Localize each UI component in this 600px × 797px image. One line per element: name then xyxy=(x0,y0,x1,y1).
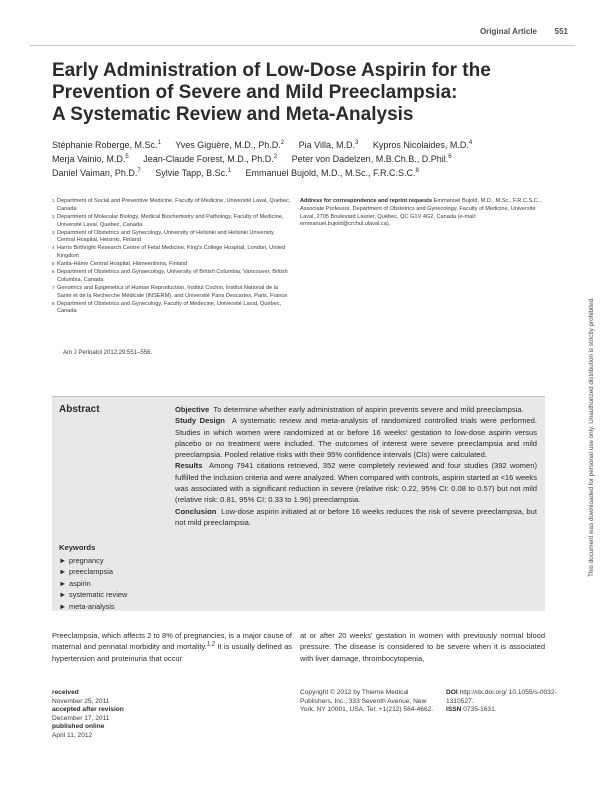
received-date: November 25, 2011 xyxy=(52,697,110,705)
author-list xyxy=(52,138,552,180)
affiliation-text: Genomics and Epigenetics of Human Reproduction, Institut Cochin, Institut National de la Santé et de la Recherche Médicale (INSERM), and Université Paris Descartes, Paris, France xyxy=(57,284,288,299)
keyword-item xyxy=(59,566,169,578)
affiliation-text: Department of Social and Preventive Medicine, Faculty of Medicine, Université Laval, Quebec, Canada xyxy=(57,198,291,212)
page-number: 551 xyxy=(554,27,568,36)
keyword-text: aspirin xyxy=(69,578,91,588)
conclusion-label: Conclusion xyxy=(175,506,217,516)
author-name: Peter von Dadelzen, M.B.Ch.B., D.Phil. xyxy=(291,154,449,164)
published-label: published online xyxy=(52,723,105,730)
keyword-text: preeclampsia xyxy=(69,567,113,576)
title-line-1: Early Administration of Low-Dose Aspirin for the xyxy=(52,60,491,81)
issn-label: ISSN xyxy=(446,706,462,713)
correspondence-email[interactable]: (e-mail: emmanuel.bujold@crchul.ulaval.ca). xyxy=(300,213,477,228)
objective-text: To determine whether early administration of aspirin prevents severe and mild preeclampsia. xyxy=(213,405,524,414)
keyword-item xyxy=(59,555,169,567)
affiliation-text: Department of Obstetrics and Gynecology, University of Helsinki and Helsinki University Central Hospital, Helsinki, Finland xyxy=(57,229,274,244)
affiliation-number: 6 xyxy=(52,269,55,275)
journal-citation: Am J Perinatol 2012;29:551–556. xyxy=(63,350,153,356)
correspondence-block xyxy=(300,198,550,229)
affiliation-item xyxy=(52,269,292,285)
abstract-objective xyxy=(175,404,537,415)
keyword-bullet-icon: ► xyxy=(59,590,67,599)
keyword-item xyxy=(59,578,169,590)
article-dates xyxy=(52,689,124,740)
published-date: April 11, 2012 xyxy=(52,731,93,739)
keyword-bullet-icon: ► xyxy=(59,555,67,565)
title-line-2: Prevention of Severe and Mild Preeclampsia: xyxy=(52,82,458,103)
issn-value: 0735-1631. xyxy=(463,706,497,713)
affiliation-number: 8 xyxy=(52,300,55,306)
author-name: Sylvie Tapp, B.Sc. xyxy=(155,168,228,178)
body-column-left xyxy=(52,630,292,664)
affiliation-number: 4 xyxy=(52,245,55,251)
author-name: Merja Vainio, M.D. xyxy=(52,154,126,164)
keyword-text: meta-analysis xyxy=(69,601,115,611)
author-aff: 2 xyxy=(280,140,285,146)
keywords-heading: Keywords xyxy=(59,543,96,552)
affiliation-item xyxy=(52,198,292,214)
affiliation-text: Department of Molecular Biology, Medical Biochemistry and Pathology, Faculty of Medicine, Université Laval, Quebec, Canada xyxy=(57,213,284,228)
author-aff: 1 xyxy=(227,168,231,174)
author-aff: 1 xyxy=(157,140,161,146)
received-label: received xyxy=(52,689,79,696)
header-section-label: Original Article xyxy=(479,27,537,36)
abstract-heading: Abstract xyxy=(59,404,100,415)
body-text: Preeclampsia, which affects 2 to 8% of pregnancies, is a major cause of maternal and perinatal morbidity and mortality. xyxy=(52,631,292,652)
affiliation-number: 7 xyxy=(52,284,55,290)
abstract-results xyxy=(175,460,537,505)
abstract-body xyxy=(175,404,537,528)
author-line-3 xyxy=(52,166,552,180)
keyword-bullet-icon: ► xyxy=(59,567,67,576)
author-line-1 xyxy=(52,138,552,152)
author-aff: 8 xyxy=(415,168,419,174)
keyword-item xyxy=(59,589,169,601)
author-name: Jean-Claude Forest, M.D., Ph.D. xyxy=(143,154,274,164)
affiliation-item xyxy=(52,214,292,230)
abstract-design xyxy=(175,415,537,460)
keyword-text: systematic review xyxy=(69,590,128,599)
affiliations-list xyxy=(52,198,292,316)
author-name: Yves Giguère, M.D., Ph.D. xyxy=(175,140,281,150)
keyword-bullet-icon: ► xyxy=(59,578,67,588)
title-line-3: A Systematic Review and Meta-Analysis xyxy=(52,104,414,125)
affiliation-item xyxy=(52,230,292,246)
download-notice: This document was downloaded for personal use only. Unauthorized distribution is strictly prohibited. xyxy=(588,297,595,577)
author-name: Kypros Nicolaides, M.D. xyxy=(372,140,469,150)
article-title xyxy=(52,60,532,126)
author-name: Stéphanie Roberge, M.Sc. xyxy=(52,140,158,150)
design-label: Study Design xyxy=(175,416,225,426)
body-text-cont: It is usually defined as hypertension and proteinuria that occur xyxy=(52,642,292,663)
affiliation-text: Department of Obstetrics and Gynaecology, University of British Columbia, Vancouver, British Columbia, Canada xyxy=(57,269,288,283)
affiliation-number: 2 xyxy=(52,213,55,219)
affiliation-item xyxy=(52,301,292,317)
affiliation-text: Kanta-Häme Central Hospital, Hämeenlinna, Finland xyxy=(57,261,188,268)
author-name: Pia Villa, M.D. xyxy=(298,140,356,150)
author-name: Emmanuel Bujold, M.D., M.Sc., F.R.C.S.C. xyxy=(245,168,416,178)
header-divider xyxy=(30,45,575,46)
body-column-right: at or after 20 weeks' gestation in women with previously normal blood pressure. The disease is considered to be severe when it is associated with liver damage, thrombocytopenia, xyxy=(300,631,545,663)
design-text: A systematic review and meta-analysis of randomized controlled trials were performed. Studies in which women were randomized at or before 16 weeks' gestation to low-dose aspirin versus placebo or no treatment were included. The outcomes of interest were severe preeclampsia and mild preeclampsia. Pooled relative risks with their 95% confidence intervals (CIs) were calculated. xyxy=(175,416,537,460)
affiliation-item xyxy=(52,285,292,301)
abstract-conclusion xyxy=(175,506,537,529)
affiliation-item xyxy=(52,245,292,261)
results-label: Results xyxy=(175,461,203,471)
author-name: Daniel Vaiman, Ph.D. xyxy=(52,168,138,178)
doi-label: DOI xyxy=(446,689,458,696)
affiliation-text: Harris Birthright Research Centre of Fetal Medicine, King's College Hospital, London, United Kingdom xyxy=(57,245,286,260)
author-line-2 xyxy=(52,152,552,166)
keyword-bullet-icon: ► xyxy=(59,601,67,611)
author-aff: 6 xyxy=(448,154,452,160)
objective-label: Objective xyxy=(175,405,210,414)
affiliation-number: 1 xyxy=(52,198,55,203)
affiliation-number: 5 xyxy=(52,261,55,267)
author-aff: 3 xyxy=(355,140,359,146)
accepted-date: December 17, 2011 xyxy=(52,714,110,722)
affiliation-number: 3 xyxy=(52,229,55,235)
keyword-text: pregnancy xyxy=(69,555,104,565)
author-aff: 4 xyxy=(468,140,473,146)
doi-link[interactable]: http://dx.doi.org/ 10.1055/s-0032-1310527. xyxy=(446,689,557,705)
author-aff: 5 xyxy=(125,154,129,160)
keywords-block xyxy=(59,542,169,612)
doi-block xyxy=(446,689,561,715)
copyright-notice: Copyright © 2012 by Thieme Medical Publishers, Inc., 333 Seventh Avenue, New York, NY 10001, USA. Tel: +1(212) 584-4662. xyxy=(300,689,434,713)
affiliation-item xyxy=(52,261,292,269)
accepted-label: accepted after revision xyxy=(52,706,124,713)
affiliation-text: Department of Obstetrics and Gynecology, Faculty of Medecine, Université Laval, Quebec, Canada xyxy=(57,300,282,315)
citation-ref: 1,2 xyxy=(206,641,216,648)
author-aff: 2 xyxy=(273,154,278,160)
keyword-item xyxy=(59,601,169,613)
results-text: Among 7941 citations retrieved, 352 were completely reviewed and four studies (392 women) fulfilled the inclusion criteria and were analyzed. When compared with controls, aspirin started at <16 weeks was associated with a significant reduction in severe (relative risk: 0.22, 95% CI: 0.08 to 0.57) but not mild (relative risk: 0.81, 95% CI: 0.33 to 1.96) preeclampsia. xyxy=(175,461,537,505)
correspondence-label: Address for correspondence and reprint requests xyxy=(300,198,433,204)
author-aff: 7 xyxy=(137,168,141,174)
conclusion-text: Low-dose aspirin initiated at or before 16 weeks reduces the risk of severe preeclampsia, but not mild preeclampsia. xyxy=(175,506,537,527)
correspondence-text: Emmanuel Bujold, M.D., M.Sc., F.R.C.S.C., Associate Professor, Department of Obstetrics and Gynecology, Faculty of Medicine, Université Laval, 2705 Boulevard Laurier, Québec, QC G1V 4G2, Canada xyxy=(300,198,541,220)
